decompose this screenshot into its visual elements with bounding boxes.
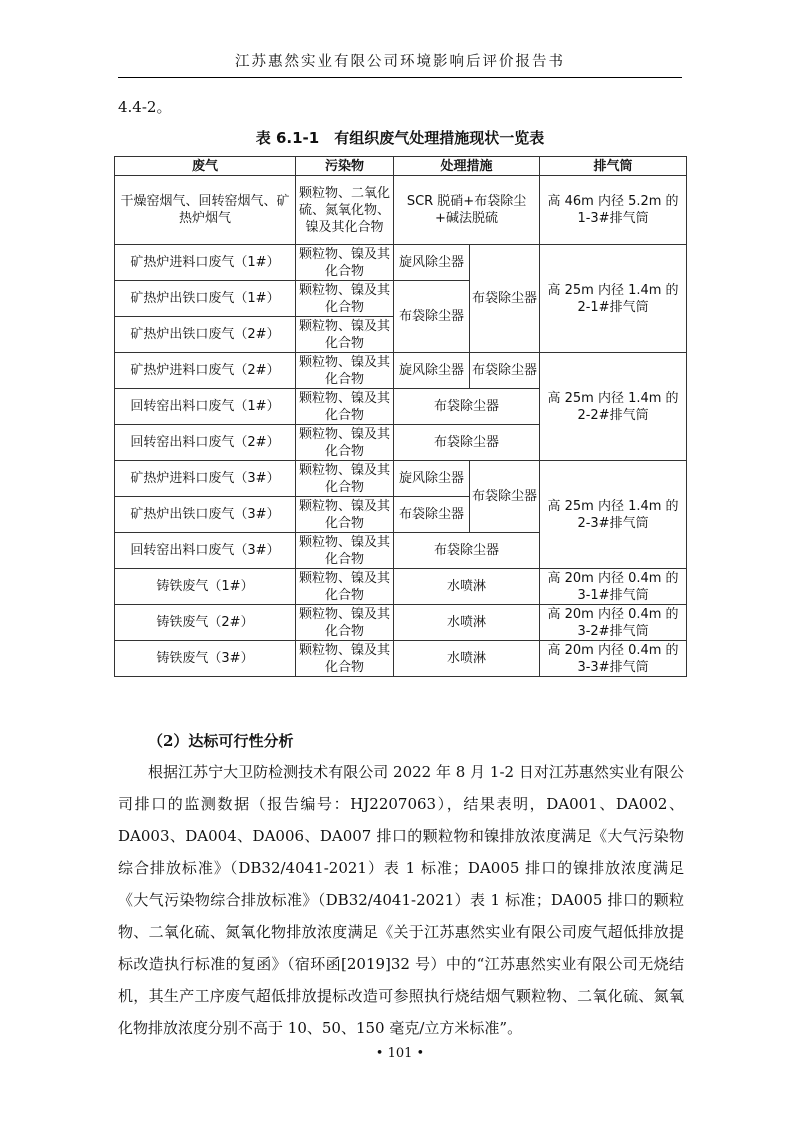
col-header-stack: 排气筒 — [540, 157, 687, 176]
cell-gas: 矿热炉进料口废气（1#） — [115, 245, 296, 281]
cell-gas: 回转窑出料口废气（1#） — [115, 389, 296, 425]
table-row — [115, 461, 687, 497]
table-row — [115, 176, 687, 245]
cell-stack: 高 46m 内径 5.2m 的 1-3#排气筒 — [540, 176, 687, 245]
col-header-gas: 废气 — [115, 157, 296, 176]
cell-treatment: 水喷淋 — [394, 641, 540, 677]
cell-stack: 高 25m 内径 1.4m 的 2-1#排气筒 — [540, 245, 687, 353]
cell-treatment: 布袋除尘器 — [394, 533, 540, 569]
cell-pollutant: 颗粒物、镍及其化合物 — [296, 317, 394, 353]
cell-stack: 高 20m 内径 0.4m 的 3-2#排气筒 — [540, 605, 687, 641]
cell-main-treatment: 布袋除尘器 — [470, 353, 540, 389]
intro-text: 4.4-2。 — [118, 98, 172, 116]
col-header-pollutant: 污染物 — [296, 157, 394, 176]
cell-gas: 干燥窑烟气、回转窑烟气、矿热炉烟气 — [115, 176, 296, 245]
table-row — [115, 353, 687, 389]
cell-pretreatment: 布袋除尘器 — [394, 281, 470, 353]
emission-table — [114, 156, 687, 677]
cell-gas: 矿热炉进料口废气（2#） — [115, 353, 296, 389]
cell-pollutant: 颗粒物、镍及其化合物 — [296, 245, 394, 281]
page-header: 江苏惠然实业有限公司环境影响后评价报告书 — [235, 54, 565, 70]
cell-pollutant: 颗粒物、镍及其化合物 — [296, 461, 394, 497]
cell-pollutant: 颗粒物、镍及其化合物 — [296, 533, 394, 569]
cell-stack: 高 20m 内径 0.4m 的 3-1#排气筒 — [540, 569, 687, 605]
table-row — [115, 641, 687, 677]
page-number: • 101 • — [375, 1046, 425, 1061]
table-title: 表 6.1-1 有组织废气处理措施现状一览表 — [255, 129, 545, 147]
cell-gas: 回转窑出料口废气（3#） — [115, 533, 296, 569]
cell-pollutant: 颗粒物、镍及其化合物 — [296, 353, 394, 389]
cell-treatment: 布袋除尘器 — [394, 425, 540, 461]
cell-gas: 矿热炉进料口废气（3#） — [115, 461, 296, 497]
cell-main-treatment: 布袋除尘器 — [470, 461, 540, 533]
cell-pretreatment: 布袋除尘器 — [394, 497, 470, 533]
col-header-treatment: 处理措施 — [394, 157, 540, 176]
cell-stack: 高 25m 内径 1.4m 的 2-2#排气筒 — [540, 353, 687, 461]
section-title: （2）达标可行性分析 — [148, 732, 294, 750]
table-row — [115, 245, 687, 281]
cell-stack: 高 20m 内径 0.4m 的 3-3#排气筒 — [540, 641, 687, 677]
cell-pollutant: 颗粒物、镍及其化合物 — [296, 641, 394, 677]
table-row — [115, 569, 687, 605]
cell-pollutant: 颗粒物、镍及其化合物 — [296, 605, 394, 641]
cell-pretreatment: 旋风除尘器 — [394, 461, 470, 497]
cell-gas: 回转窑出料口废气（2#） — [115, 425, 296, 461]
cell-pretreatment: 旋风除尘器 — [394, 245, 470, 281]
cell-stack: 高 25m 内径 1.4m 的 2-3#排气筒 — [540, 461, 687, 569]
table-row — [115, 605, 687, 641]
cell-treatment: 水喷淋 — [394, 569, 540, 605]
cell-pollutant: 颗粒物、镍及其化合物 — [296, 281, 394, 317]
paragraph-text: 根据江苏宁大卫防检测技术有限公司 2022 年 8 月 1-2 日对江苏惠然实业有限公司排口的监测数据（报告编号：HJ2207063），结果表明，DA001、DA002、DA003、DA004、DA006、DA007 排口的颗粒物和镍排放浓度满足《大气污染物综合排放标准》（DB32/4041-2021）表 1 标准；DA005 排口的镍排放浓度满足《大气污染物综合排放标准》（DB32/4041-2021）表 1 标准；DA005 排口的颗粒物、二氧化硫、氮氧化物排放浓度满足《关于江苏惠然实业有限公司废气超低排放提标改造执行标准的复函》（宿环函[2019]32 号）中的“江苏惠然实业有限公司无烧结机，其生产工序废气超低排放提标改造可参照执行烧结烟气颗粒物、二氧化硫、氮氧化物排放浓度分别不高于 10、50、150 毫克/立方米标准”。 — [118, 763, 684, 1037]
cell-pollutant: 颗粒物、镍及其化合物 — [296, 425, 394, 461]
cell-gas: 铸铁废气（2#） — [115, 605, 296, 641]
cell-pollutant: 颗粒物、镍及其化合物 — [296, 569, 394, 605]
cell-treatment: 水喷淋 — [394, 605, 540, 641]
cell-gas: 矿热炉出铁口废气（1#） — [115, 281, 296, 317]
cell-gas: 铸铁废气（1#） — [115, 569, 296, 605]
cell-pollutant: 颗粒物、二氧化硫、氮氧化物、镍及其化合物 — [296, 176, 394, 245]
cell-treatment: SCR 脱硝+布袋除尘+碱法脱硫 — [394, 176, 540, 245]
cell-gas: 矿热炉出铁口废气（3#） — [115, 497, 296, 533]
cell-pollutant: 颗粒物、镍及其化合物 — [296, 497, 394, 533]
cell-pollutant: 颗粒物、镍及其化合物 — [296, 389, 394, 425]
cell-gas: 矿热炉出铁口废气（2#） — [115, 317, 296, 353]
body-paragraph — [118, 756, 684, 1044]
cell-gas: 铸铁废气（3#） — [115, 641, 296, 677]
cell-pretreatment: 旋风除尘器 — [394, 353, 470, 389]
header-divider — [118, 77, 682, 78]
table-header-row — [115, 157, 687, 176]
cell-main-treatment: 布袋除尘器 — [470, 245, 540, 353]
cell-treatment: 布袋除尘器 — [394, 389, 540, 425]
